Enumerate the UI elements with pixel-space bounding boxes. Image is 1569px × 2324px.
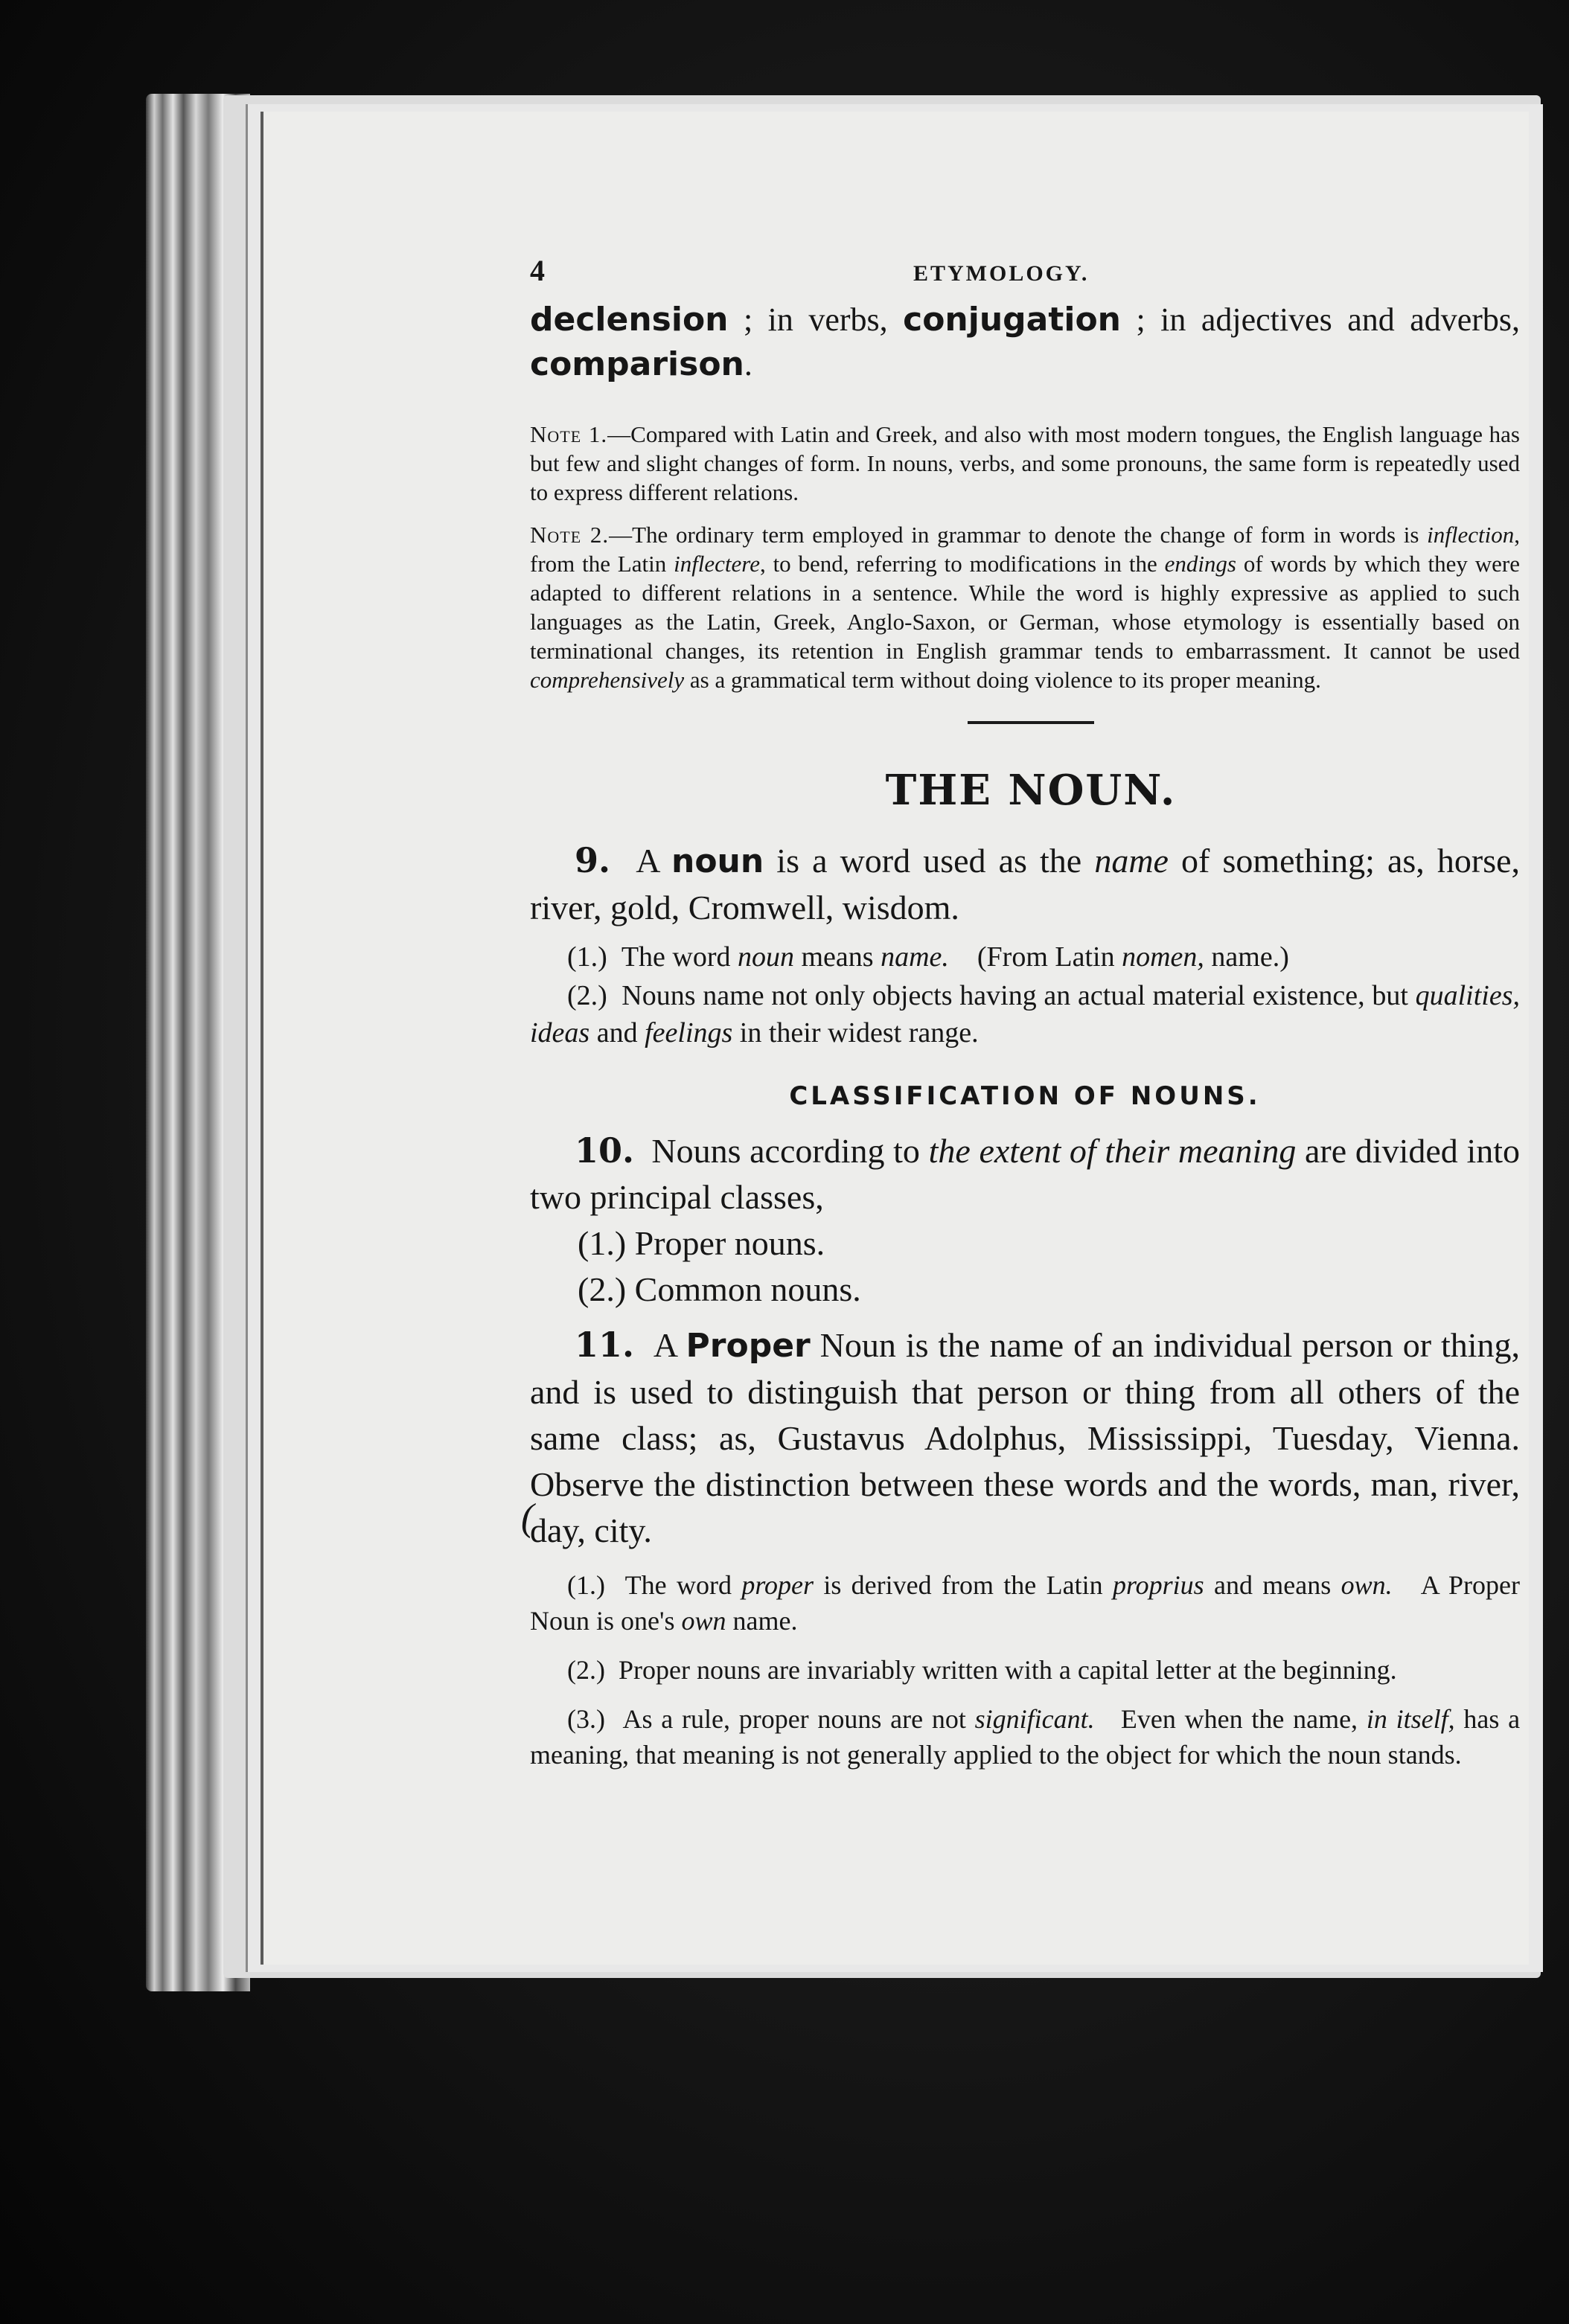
- p9-s1-c: means: [801, 941, 874, 973]
- sub-number: (1.): [567, 1570, 605, 1600]
- p11-s3-italic-significant: significant.: [974, 1704, 1095, 1734]
- section-divider: [968, 721, 1094, 724]
- p9-sub-2: [530, 977, 1520, 1051]
- note-1: [530, 420, 1520, 507]
- p9-s2-c: and: [596, 1017, 638, 1049]
- p9-s1-e: (From Latin: [977, 941, 1115, 973]
- sub-number: (3.): [567, 1704, 605, 1734]
- p9-s1-g: name.): [1211, 941, 1289, 973]
- lead-text-3: .: [744, 346, 752, 382]
- note-2-text-i: as a grammatical term without doing violence to its proper meaning.: [689, 667, 1321, 693]
- p11-s1-italic-own: own.: [1340, 1570, 1393, 1600]
- p11-sub-3: [530, 1701, 1520, 1773]
- sub-number: (2.): [567, 980, 607, 1011]
- p10-italic-extent: the extent of their meaning: [928, 1132, 1297, 1170]
- note-2-italic-inflection: inflection: [1427, 522, 1515, 548]
- page-header: [530, 253, 1520, 298]
- p9-s1-a: The word: [621, 941, 731, 973]
- p9-s2-a: Nouns name not only objects having an actual material existence, but: [621, 980, 1408, 1011]
- note-2-italic-inflectere: inflectere: [674, 551, 760, 577]
- page-content: [530, 253, 1520, 1773]
- p11-s1-i: name.: [732, 1606, 798, 1636]
- p11-s1-italic-own-2: own: [681, 1606, 726, 1636]
- term-declension: declension: [530, 301, 729, 339]
- note-2-italic-endings: endings: [1164, 551, 1236, 577]
- p9-s2-italic-qualities: qualities, ideas: [530, 980, 1521, 1049]
- paragraph-number: 9.: [575, 840, 611, 880]
- p11-s1-a: The word: [624, 1570, 732, 1600]
- p11-s1-g: A Proper Noun is one's: [530, 1570, 1521, 1636]
- paragraph-number: 10.: [575, 1130, 635, 1171]
- note-2-text-a: —The ordinary term employed in grammar to denote the change of form in words is: [609, 522, 1419, 548]
- paragraph-9: [530, 837, 1520, 931]
- paragraph-11: [530, 1322, 1520, 1554]
- term-conjugation: conjugation: [903, 301, 1122, 339]
- p9-italic-name: name: [1094, 842, 1169, 880]
- sub-number: (2.): [567, 1655, 605, 1685]
- paragraph-10: [530, 1127, 1520, 1220]
- p10-text-c: are divided into two principal classes,: [530, 1132, 1521, 1216]
- note-2-text-e: , to bend, referring to modifications in the: [759, 551, 1157, 577]
- term-comparison: comparison: [530, 345, 744, 383]
- p9-s2-e: in their widest range.: [739, 1017, 979, 1049]
- term-proper: Proper: [686, 1327, 811, 1365]
- p9-s1-italic-noun: noun: [738, 941, 794, 973]
- sub-number: (1.): [567, 941, 607, 973]
- paragraph-number: 11.: [575, 1325, 635, 1365]
- term-noun: noun: [671, 842, 764, 880]
- lead-text-2: ; in adjectives and adverbs,: [1136, 301, 1521, 338]
- p9-sub-1: [530, 938, 1520, 976]
- note-2-italic-comprehensively: comprehensively: [530, 667, 685, 693]
- p10-text-a: Nouns according to: [651, 1132, 920, 1170]
- note-2: [530, 520, 1520, 694]
- p11-sub-1: [530, 1567, 1520, 1639]
- note-2-text-c: , from the Latin: [530, 522, 1521, 577]
- list-item: (2.) Common nouns.: [578, 1270, 861, 1308]
- section-title: THE NOUN.: [885, 766, 1177, 815]
- p11-s1-e: and means: [1213, 1570, 1332, 1600]
- p11-sub-2: [530, 1652, 1520, 1688]
- p9-text-a: A: [636, 842, 659, 880]
- p11-text-b: Noun is the name of an individual person or thing, and is used to distinguish that person or thing from all others of the same class; as, Gustavus Adolphus, Mississippi, Tuesday, Vienna. Observe the distinction between these words and the words, man, river, day, city.: [530, 1326, 1521, 1549]
- margin-pencil-mark: (: [521, 1496, 534, 1539]
- lead-text-1: ; in verbs,: [743, 301, 888, 338]
- p11-s3-e: has a meaning, that meaning is not generally applied to the object for which the noun stands.: [530, 1704, 1521, 1770]
- p11-s1-italic-proprius: proprius: [1112, 1570, 1204, 1600]
- note-2-label: Note 2.: [530, 522, 610, 548]
- list-item: (1.) Proper nouns.: [578, 1224, 825, 1262]
- p11-s1-italic-proper: proper: [741, 1570, 814, 1600]
- note-1-text: —Compared with Latin and Greek, and also with most modern tongues, the English language has but few and slight changes of form. In nouns, verbs, and some pronouns, the same form is repeatedly used to express different relations.: [530, 421, 1520, 505]
- p11-s3-c: Even when the name,: [1120, 1704, 1358, 1734]
- running-title: ETYMOLOGY.: [913, 261, 1090, 286]
- p9-text-d: of something; as, horse, river, gold, Cromwell, wisdom.: [530, 842, 1521, 926]
- p11-s3-italic-in-itself: in itself,: [1366, 1704, 1455, 1734]
- p9-s2-italic-feelings: feelings: [645, 1017, 733, 1049]
- p11-s2-a: Proper nouns are invariably written with a capital letter at the beginning.: [618, 1655, 1397, 1685]
- p11-s1-c: is derived from the Latin: [823, 1570, 1103, 1600]
- p9-s1-italic-name: name.: [881, 941, 949, 973]
- continued-paragraph: [530, 298, 1520, 387]
- p11-s3-a: As a rule, proper nouns are not: [622, 1704, 966, 1734]
- note-1-label: Note 1.: [530, 421, 608, 447]
- subsection-title: CLASSIFICATION OF NOUNS.: [789, 1081, 1261, 1111]
- note-2-text-g: of words by which they were adapted to different relations in a sentence. While the word is highly expressive as applied to such languages as the Latin, Greek, Anglo-Saxon, or German, whose etymology is essentially based on terminational changes, its retention in English grammar tends to embarrassment. It cannot be used: [530, 551, 1520, 664]
- page-number: 4: [530, 254, 545, 287]
- p9-s1-italic-nomen: nomen,: [1122, 941, 1204, 973]
- p9-text-b: is a word used as the: [776, 842, 1082, 880]
- p11-text-a: A: [653, 1326, 677, 1364]
